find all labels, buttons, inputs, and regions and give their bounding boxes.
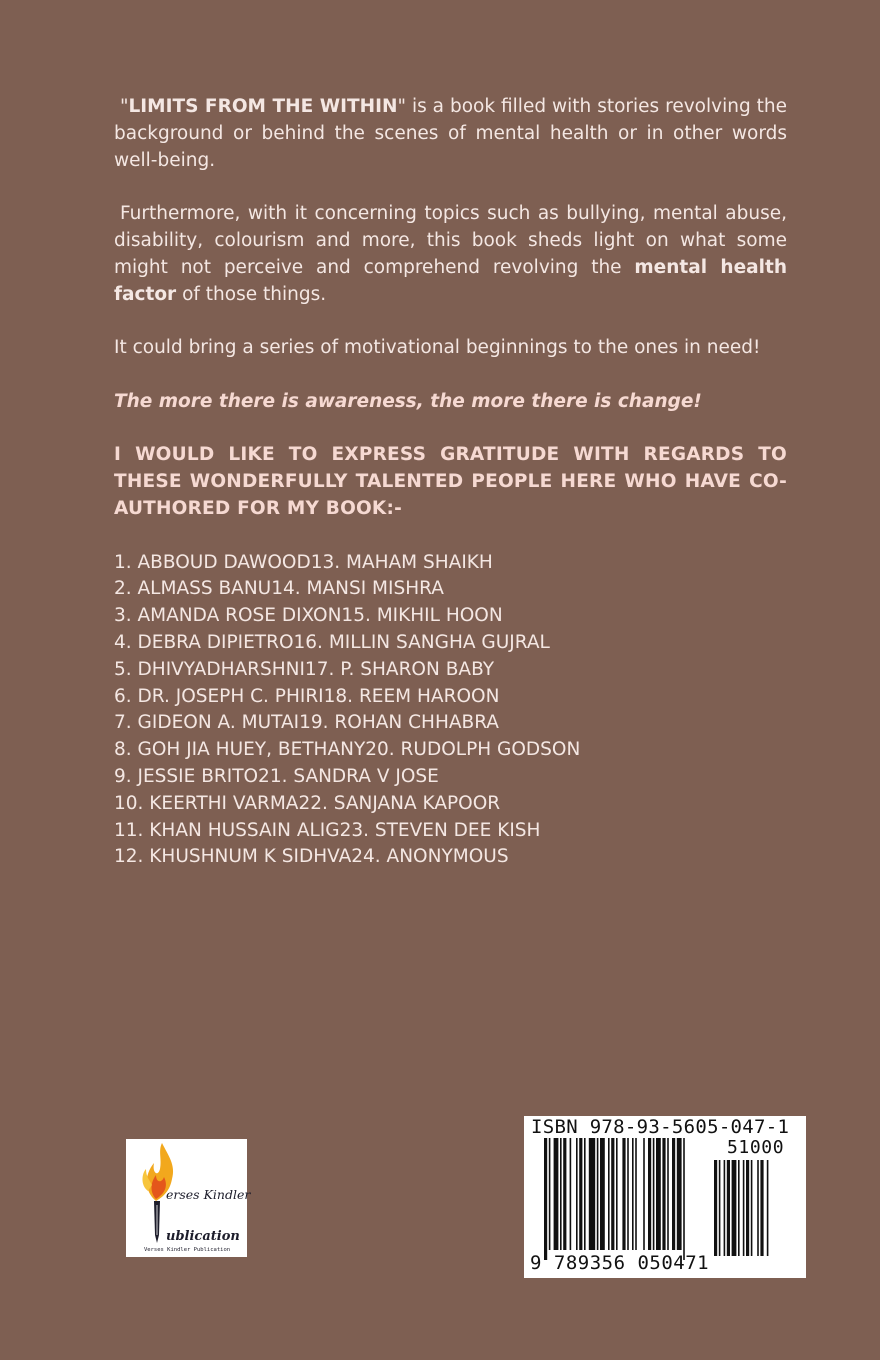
co-author-item: 1. ABBOUD DAWOOD13. MAHAM SHAIKH (114, 551, 493, 573)
topics-end: of those things. (176, 283, 327, 305)
price-addon-digits: 51000 (727, 1137, 785, 1158)
publisher-name-line2: ublication (166, 1229, 240, 1244)
publisher-name-line1: erses Kindler (166, 1187, 251, 1202)
co-author-item: 4. DEBRA DIPIETRO16. MILLIN SANGHA GUJRAL (114, 631, 550, 653)
co-author-item: 8. GOH JIA HUEY, BETHANY20. RUDOLPH GODSON (114, 739, 581, 761)
co-author-item: 2. ALMASS BANU14. MANSI MISHRA (114, 578, 444, 600)
co-author-item: 11. KHAN HUSSAIN ALIG23. STEVEN DEE KISH (114, 819, 541, 841)
co-author-item: 3. AMANDA ROSE DIXON15. MIKHIL HOON (114, 605, 503, 627)
topics-paragraph (114, 201, 787, 308)
co-author-item: 6. DR. JOSEPH C. PHIRI18. REEM HAROON (114, 685, 500, 707)
topics-start: Furthermore, with it concerning topics such as bullying, mental abuse, disability, colourism and more, this book sheds light on what some might not perceive and comprehend revolving the (114, 203, 787, 278)
motivation-paragraph: It could bring a series of motivational beginnings to the ones in need! (114, 337, 761, 359)
book-title: LIMITS FROM THE WITHIN (128, 96, 398, 117)
intro-rest: is a book filled with stories revolving the background or behind the scenes of mental health or in other words well-being. (114, 96, 787, 171)
publisher-tagline: Verses Kindler Publication (144, 1247, 231, 1253)
intro-paragraph: "LIMITS FROM THE WITHIN" is a book filled with stories revolving the background or behind the scenes of mental health or in other words well-being. (114, 96, 787, 171)
co-author-item: 5. DHIVYADHARSHNI17. P. SHARON BABY (114, 658, 495, 680)
co-author-item: 9. JESSIE BRITO21. SANDRA V JOSE (114, 765, 439, 787)
co-author-item: 10. KEERTHI VARMA22. SANJANA KAPOOR (114, 792, 501, 814)
isbn-barcode (524, 1116, 806, 1278)
publisher-logo (126, 1139, 251, 1257)
gratitude-heading: I WOULD LIKE TO EXPRESS GRATITUDE WITH REGARDS TO THESE WONDERFULLY TALENTED PEOPLE HERE WHO HAVE CO-AUTHORED FOR MY BOOK:- (114, 444, 787, 519)
ean-digits: 9 789356 050471 (530, 1252, 710, 1274)
awareness-quote: The more there is awareness, the more there is change! (114, 390, 702, 412)
mental-health-factor: mental health factor (114, 256, 787, 305)
co-author-list (114, 550, 787, 872)
co-author-item: 12. KHUSHNUM K SIDHVA24. ANONYMOUS (114, 846, 509, 868)
co-author-item: 7. GIDEON A. MUTAI19. ROHAN CHHABRA (114, 712, 499, 734)
back-cover-text (114, 94, 787, 871)
isbn-number: ISBN 978-93-5605-047-1 (531, 1116, 790, 1138)
